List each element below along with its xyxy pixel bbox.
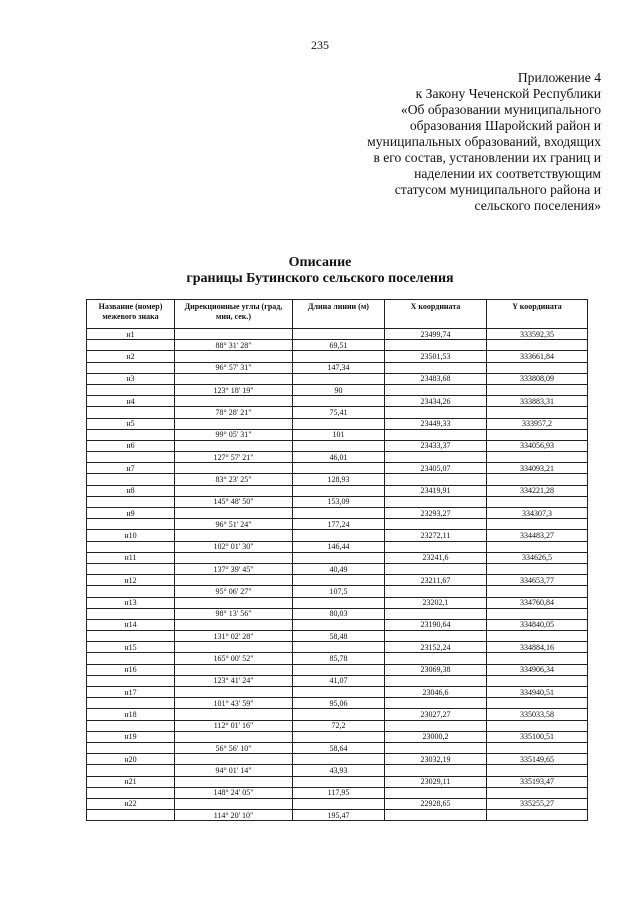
empty-cell <box>487 474 588 485</box>
point-name-cell: н6 <box>87 440 175 451</box>
x-coordinate-cell: 23069,38 <box>385 664 487 675</box>
table-row <box>87 709 588 720</box>
empty-cell <box>87 340 175 351</box>
table-row <box>87 541 588 552</box>
empty-cell <box>487 810 588 821</box>
length-cell: 40,49 <box>293 563 385 574</box>
length-cell: 177,24 <box>293 519 385 530</box>
point-name-cell: н8 <box>87 485 175 496</box>
angle-cell: 137° 39' 45" <box>175 563 293 574</box>
length-cell: 85,78 <box>293 653 385 664</box>
empty-cell <box>87 496 175 507</box>
length-cell: 117,95 <box>293 787 385 798</box>
empty-cell <box>175 619 293 630</box>
y-coordinate-cell: 333808,09 <box>487 373 588 384</box>
empty-cell <box>487 631 588 642</box>
empty-cell <box>87 787 175 798</box>
y-coordinate-cell: 334906,34 <box>487 664 588 675</box>
empty-cell <box>293 508 385 519</box>
length-cell: 107,5 <box>293 586 385 597</box>
boundary-table <box>86 299 588 821</box>
empty-cell <box>385 362 487 373</box>
angle-cell: 78° 28' 21" <box>175 407 293 418</box>
length-cell: 146,44 <box>293 541 385 552</box>
angle-cell: 127° 57' 21" <box>175 452 293 463</box>
empty-cell <box>385 429 487 440</box>
length-cell: 95,06 <box>293 698 385 709</box>
y-coordinate-cell: 335149,65 <box>487 754 588 765</box>
empty-cell <box>385 631 487 642</box>
angle-cell: 101° 43' 59" <box>175 698 293 709</box>
empty-cell <box>293 687 385 698</box>
length-cell: 58,64 <box>293 742 385 753</box>
empty-cell <box>87 429 175 440</box>
point-name-cell: н21 <box>87 776 175 787</box>
x-coordinate-cell: 23211,67 <box>385 575 487 586</box>
empty-cell <box>293 440 385 451</box>
table-row <box>87 463 588 474</box>
empty-cell <box>175 597 293 608</box>
table-body <box>87 329 588 821</box>
y-coordinate-cell: 335193,47 <box>487 776 588 787</box>
empty-cell <box>385 765 487 776</box>
length-cell: 58,48 <box>293 631 385 642</box>
empty-cell <box>487 452 588 463</box>
table-row <box>87 720 588 731</box>
appendix-header <box>301 70 601 214</box>
x-coordinate-cell: 23433,37 <box>385 440 487 451</box>
empty-cell <box>385 407 487 418</box>
empty-cell <box>293 575 385 586</box>
y-coordinate-cell: 333592,35 <box>487 329 588 340</box>
page-number: 235 <box>311 38 329 52</box>
title-line-1: Описание <box>288 255 352 270</box>
appendix-line: к Закону Чеченской Республики <box>415 86 601 101</box>
empty-cell <box>293 463 385 474</box>
empty-cell <box>487 653 588 664</box>
x-coordinate-cell: 23046,6 <box>385 687 487 698</box>
appendix-line: образования Шаройский район и <box>409 118 601 133</box>
header-y: Y координата <box>487 300 588 329</box>
y-coordinate-cell: 334653,77 <box>487 575 588 586</box>
empty-cell <box>487 720 588 731</box>
table-row <box>87 329 588 340</box>
angle-cell: 148° 24' 05" <box>175 787 293 798</box>
empty-cell <box>293 776 385 787</box>
angle-cell: 96° 57' 31" <box>175 362 293 373</box>
y-coordinate-cell: 333957,2 <box>487 418 588 429</box>
table-row <box>87 675 588 686</box>
empty-cell <box>385 720 487 731</box>
x-coordinate-cell: 23241,6 <box>385 552 487 563</box>
empty-cell <box>175 329 293 340</box>
empty-cell <box>87 474 175 485</box>
empty-cell <box>487 787 588 798</box>
empty-cell <box>385 675 487 686</box>
y-coordinate-cell: 334056,93 <box>487 440 588 451</box>
empty-cell <box>293 731 385 742</box>
empty-cell <box>175 798 293 809</box>
point-name-cell: н3 <box>87 373 175 384</box>
table-row <box>87 362 588 373</box>
empty-cell <box>487 519 588 530</box>
table-row <box>87 396 588 407</box>
y-coordinate-cell: 335100,51 <box>487 731 588 742</box>
title-line-2: границы Бутинского сельского поселения <box>186 271 454 286</box>
table-row <box>87 731 588 742</box>
angle-cell: 165° 00' 52" <box>175 653 293 664</box>
point-name-cell: н15 <box>87 642 175 653</box>
empty-cell <box>87 720 175 731</box>
table-row <box>87 351 588 362</box>
header-x: X координата <box>385 300 487 329</box>
empty-cell <box>293 709 385 720</box>
empty-cell <box>175 485 293 496</box>
table-row <box>87 608 588 619</box>
point-name-cell: н12 <box>87 575 175 586</box>
empty-cell <box>293 754 385 765</box>
table-row <box>87 429 588 440</box>
length-cell: 80,03 <box>293 608 385 619</box>
header-angle: Дирекционные углы (град, мин, сек.) <box>175 300 293 329</box>
table-row <box>87 765 588 776</box>
y-coordinate-cell: 334626,5 <box>487 552 588 563</box>
empty-cell <box>87 653 175 664</box>
length-cell: 153,09 <box>293 496 385 507</box>
point-name-cell: н18 <box>87 709 175 720</box>
empty-cell <box>87 765 175 776</box>
y-coordinate-cell: 333883,31 <box>487 396 588 407</box>
y-coordinate-cell: 334884,16 <box>487 642 588 653</box>
angle-cell: 112° 01' 16" <box>175 720 293 731</box>
empty-cell <box>87 586 175 597</box>
angle-cell: 131° 02' 28" <box>175 631 293 642</box>
length-cell: 75,41 <box>293 407 385 418</box>
length-cell: 128,93 <box>293 474 385 485</box>
empty-cell <box>87 631 175 642</box>
empty-cell <box>87 810 175 821</box>
document-title <box>0 255 640 287</box>
empty-cell <box>87 675 175 686</box>
point-name-cell: н9 <box>87 508 175 519</box>
empty-cell <box>385 608 487 619</box>
empty-cell <box>385 384 487 395</box>
x-coordinate-cell: 23483,68 <box>385 373 487 384</box>
empty-cell <box>487 362 588 373</box>
y-coordinate-cell: 334093,21 <box>487 463 588 474</box>
empty-cell <box>385 563 487 574</box>
y-coordinate-cell: 334760,84 <box>487 597 588 608</box>
length-cell: 43,93 <box>293 765 385 776</box>
length-cell: 46,01 <box>293 452 385 463</box>
empty-cell <box>175 351 293 362</box>
y-coordinate-cell: 333661,84 <box>487 351 588 362</box>
empty-cell <box>385 653 487 664</box>
table-row <box>87 754 588 765</box>
length-cell: 72,2 <box>293 720 385 731</box>
y-coordinate-cell: 335255,27 <box>487 798 588 809</box>
empty-cell <box>487 541 588 552</box>
point-name-cell: н13 <box>87 597 175 608</box>
table-row <box>87 496 588 507</box>
table-row <box>87 508 588 519</box>
empty-cell <box>487 698 588 709</box>
empty-cell <box>487 765 588 776</box>
header-length: Длина линии (м) <box>293 300 385 329</box>
empty-cell <box>175 575 293 586</box>
empty-cell <box>175 754 293 765</box>
empty-cell <box>487 496 588 507</box>
x-coordinate-cell: 23152,24 <box>385 642 487 653</box>
point-name-cell: н2 <box>87 351 175 362</box>
point-name-cell: н1 <box>87 329 175 340</box>
empty-cell <box>293 664 385 675</box>
x-coordinate-cell: 23501,53 <box>385 351 487 362</box>
empty-cell <box>293 485 385 496</box>
empty-cell <box>487 407 588 418</box>
table-row <box>87 787 588 798</box>
table-row <box>87 340 588 351</box>
x-coordinate-cell: 23419,91 <box>385 485 487 496</box>
table-row <box>87 664 588 675</box>
empty-cell <box>487 742 588 753</box>
angle-cell: 56° 56' 10" <box>175 742 293 753</box>
empty-cell <box>175 463 293 474</box>
appendix-line: Приложение 4 <box>517 70 601 85</box>
length-cell: 90 <box>293 384 385 395</box>
appendix-line: «Об образовании муниципального <box>400 102 601 117</box>
empty-cell <box>87 698 175 709</box>
table-row <box>87 418 588 429</box>
empty-cell <box>385 541 487 552</box>
length-cell: 147,34 <box>293 362 385 373</box>
empty-cell <box>87 541 175 552</box>
empty-cell <box>87 407 175 418</box>
empty-cell <box>385 787 487 798</box>
table-row <box>87 485 588 496</box>
empty-cell <box>293 396 385 407</box>
x-coordinate-cell: 23202,1 <box>385 597 487 608</box>
table-row <box>87 698 588 709</box>
y-coordinate-cell: 334940,51 <box>487 687 588 698</box>
empty-cell <box>175 709 293 720</box>
x-coordinate-cell: 23032,19 <box>385 754 487 765</box>
length-cell: 195,47 <box>293 810 385 821</box>
y-coordinate-cell: 334307,3 <box>487 508 588 519</box>
empty-cell <box>293 798 385 809</box>
table-row <box>87 776 588 787</box>
appendix-line: статусом муниципального района и <box>394 182 601 197</box>
appendix-line: в его состав, установлении их границ и <box>373 150 601 165</box>
x-coordinate-cell: 23293,27 <box>385 508 487 519</box>
table-row <box>87 619 588 630</box>
angle-cell: 145° 48' 50" <box>175 496 293 507</box>
empty-cell <box>87 519 175 530</box>
table-row <box>87 452 588 463</box>
table-row <box>87 586 588 597</box>
x-coordinate-cell: 22928,65 <box>385 798 487 809</box>
empty-cell <box>487 563 588 574</box>
empty-cell <box>175 440 293 451</box>
empty-cell <box>175 508 293 519</box>
table-row <box>87 440 588 451</box>
empty-cell <box>293 619 385 630</box>
empty-cell <box>293 642 385 653</box>
point-name-cell: н22 <box>87 798 175 809</box>
angle-cell: 114° 20' 10" <box>175 810 293 821</box>
empty-cell <box>175 687 293 698</box>
empty-cell <box>487 586 588 597</box>
table-row <box>87 742 588 753</box>
empty-cell <box>487 340 588 351</box>
length-cell: 69,51 <box>293 340 385 351</box>
empty-cell <box>293 351 385 362</box>
empty-cell <box>87 362 175 373</box>
appendix-line: сельского поселения» <box>474 198 601 213</box>
x-coordinate-cell: 23449,33 <box>385 418 487 429</box>
table-row <box>87 687 588 698</box>
empty-cell <box>175 731 293 742</box>
empty-cell <box>385 340 487 351</box>
empty-cell <box>175 664 293 675</box>
y-coordinate-cell: 334483,27 <box>487 530 588 541</box>
empty-cell <box>385 698 487 709</box>
empty-cell <box>87 563 175 574</box>
empty-cell <box>385 496 487 507</box>
y-coordinate-cell: 335033,58 <box>487 709 588 720</box>
empty-cell <box>487 608 588 619</box>
table-row <box>87 474 588 485</box>
point-name-cell: н20 <box>87 754 175 765</box>
table-header-row <box>87 300 588 329</box>
table-row <box>87 407 588 418</box>
point-name-cell: н10 <box>87 530 175 541</box>
x-coordinate-cell: 23272,11 <box>385 530 487 541</box>
x-coordinate-cell: 23029,11 <box>385 776 487 787</box>
empty-cell <box>293 530 385 541</box>
empty-cell <box>487 384 588 395</box>
x-coordinate-cell: 23405,07 <box>385 463 487 474</box>
empty-cell <box>293 552 385 563</box>
length-cell: 101 <box>293 429 385 440</box>
empty-cell <box>175 552 293 563</box>
empty-cell <box>87 608 175 619</box>
angle-cell: 96° 51' 24" <box>175 519 293 530</box>
table-row <box>87 798 588 809</box>
point-name-cell: н4 <box>87 396 175 407</box>
angle-cell: 123° 18' 19" <box>175 384 293 395</box>
angle-cell: 88° 31' 28" <box>175 340 293 351</box>
empty-cell <box>87 452 175 463</box>
y-coordinate-cell: 334221,28 <box>487 485 588 496</box>
appendix-line: муниципальных образований, входящих <box>367 134 601 149</box>
empty-cell <box>487 429 588 440</box>
empty-cell <box>293 373 385 384</box>
angle-cell: 83° 23' 25" <box>175 474 293 485</box>
angle-cell: 102° 01' 30" <box>175 541 293 552</box>
header-point-name: Название (номер) межевого знака <box>87 300 175 329</box>
empty-cell <box>87 384 175 395</box>
table-row <box>87 642 588 653</box>
table-row <box>87 563 588 574</box>
empty-cell <box>175 418 293 429</box>
table-row <box>87 519 588 530</box>
x-coordinate-cell: 23499,74 <box>385 329 487 340</box>
table-row <box>87 552 588 563</box>
appendix-line: наделении их соответствующим <box>414 166 601 181</box>
x-coordinate-cell: 23000,2 <box>385 731 487 742</box>
table-row <box>87 631 588 642</box>
table-row <box>87 384 588 395</box>
empty-cell <box>385 810 487 821</box>
empty-cell <box>293 329 385 340</box>
angle-cell: 123° 41' 24" <box>175 675 293 686</box>
table-row <box>87 653 588 664</box>
point-name-cell: н16 <box>87 664 175 675</box>
point-name-cell: н19 <box>87 731 175 742</box>
table-row <box>87 530 588 541</box>
empty-cell <box>385 586 487 597</box>
point-name-cell: н7 <box>87 463 175 474</box>
point-name-cell: н11 <box>87 552 175 563</box>
empty-cell <box>175 396 293 407</box>
table-row <box>87 597 588 608</box>
angle-cell: 98° 13' 56" <box>175 608 293 619</box>
empty-cell <box>175 642 293 653</box>
empty-cell <box>385 519 487 530</box>
length-cell: 41,07 <box>293 675 385 686</box>
empty-cell <box>175 530 293 541</box>
table-row <box>87 373 588 384</box>
x-coordinate-cell: 23190,64 <box>385 619 487 630</box>
table-row <box>87 810 588 821</box>
empty-cell <box>87 742 175 753</box>
point-name-cell: н14 <box>87 619 175 630</box>
point-name-cell: н5 <box>87 418 175 429</box>
y-coordinate-cell: 334840,05 <box>487 619 588 630</box>
table-row <box>87 575 588 586</box>
angle-cell: 94° 01' 14" <box>175 765 293 776</box>
angle-cell: 99° 05' 31" <box>175 429 293 440</box>
empty-cell <box>385 452 487 463</box>
point-name-cell: н17 <box>87 687 175 698</box>
empty-cell <box>175 776 293 787</box>
empty-cell <box>293 597 385 608</box>
x-coordinate-cell: 23027,27 <box>385 709 487 720</box>
angle-cell: 95° 06' 27" <box>175 586 293 597</box>
empty-cell <box>487 675 588 686</box>
empty-cell <box>385 474 487 485</box>
empty-cell <box>293 418 385 429</box>
empty-cell <box>385 742 487 753</box>
empty-cell <box>175 373 293 384</box>
x-coordinate-cell: 23434,26 <box>385 396 487 407</box>
